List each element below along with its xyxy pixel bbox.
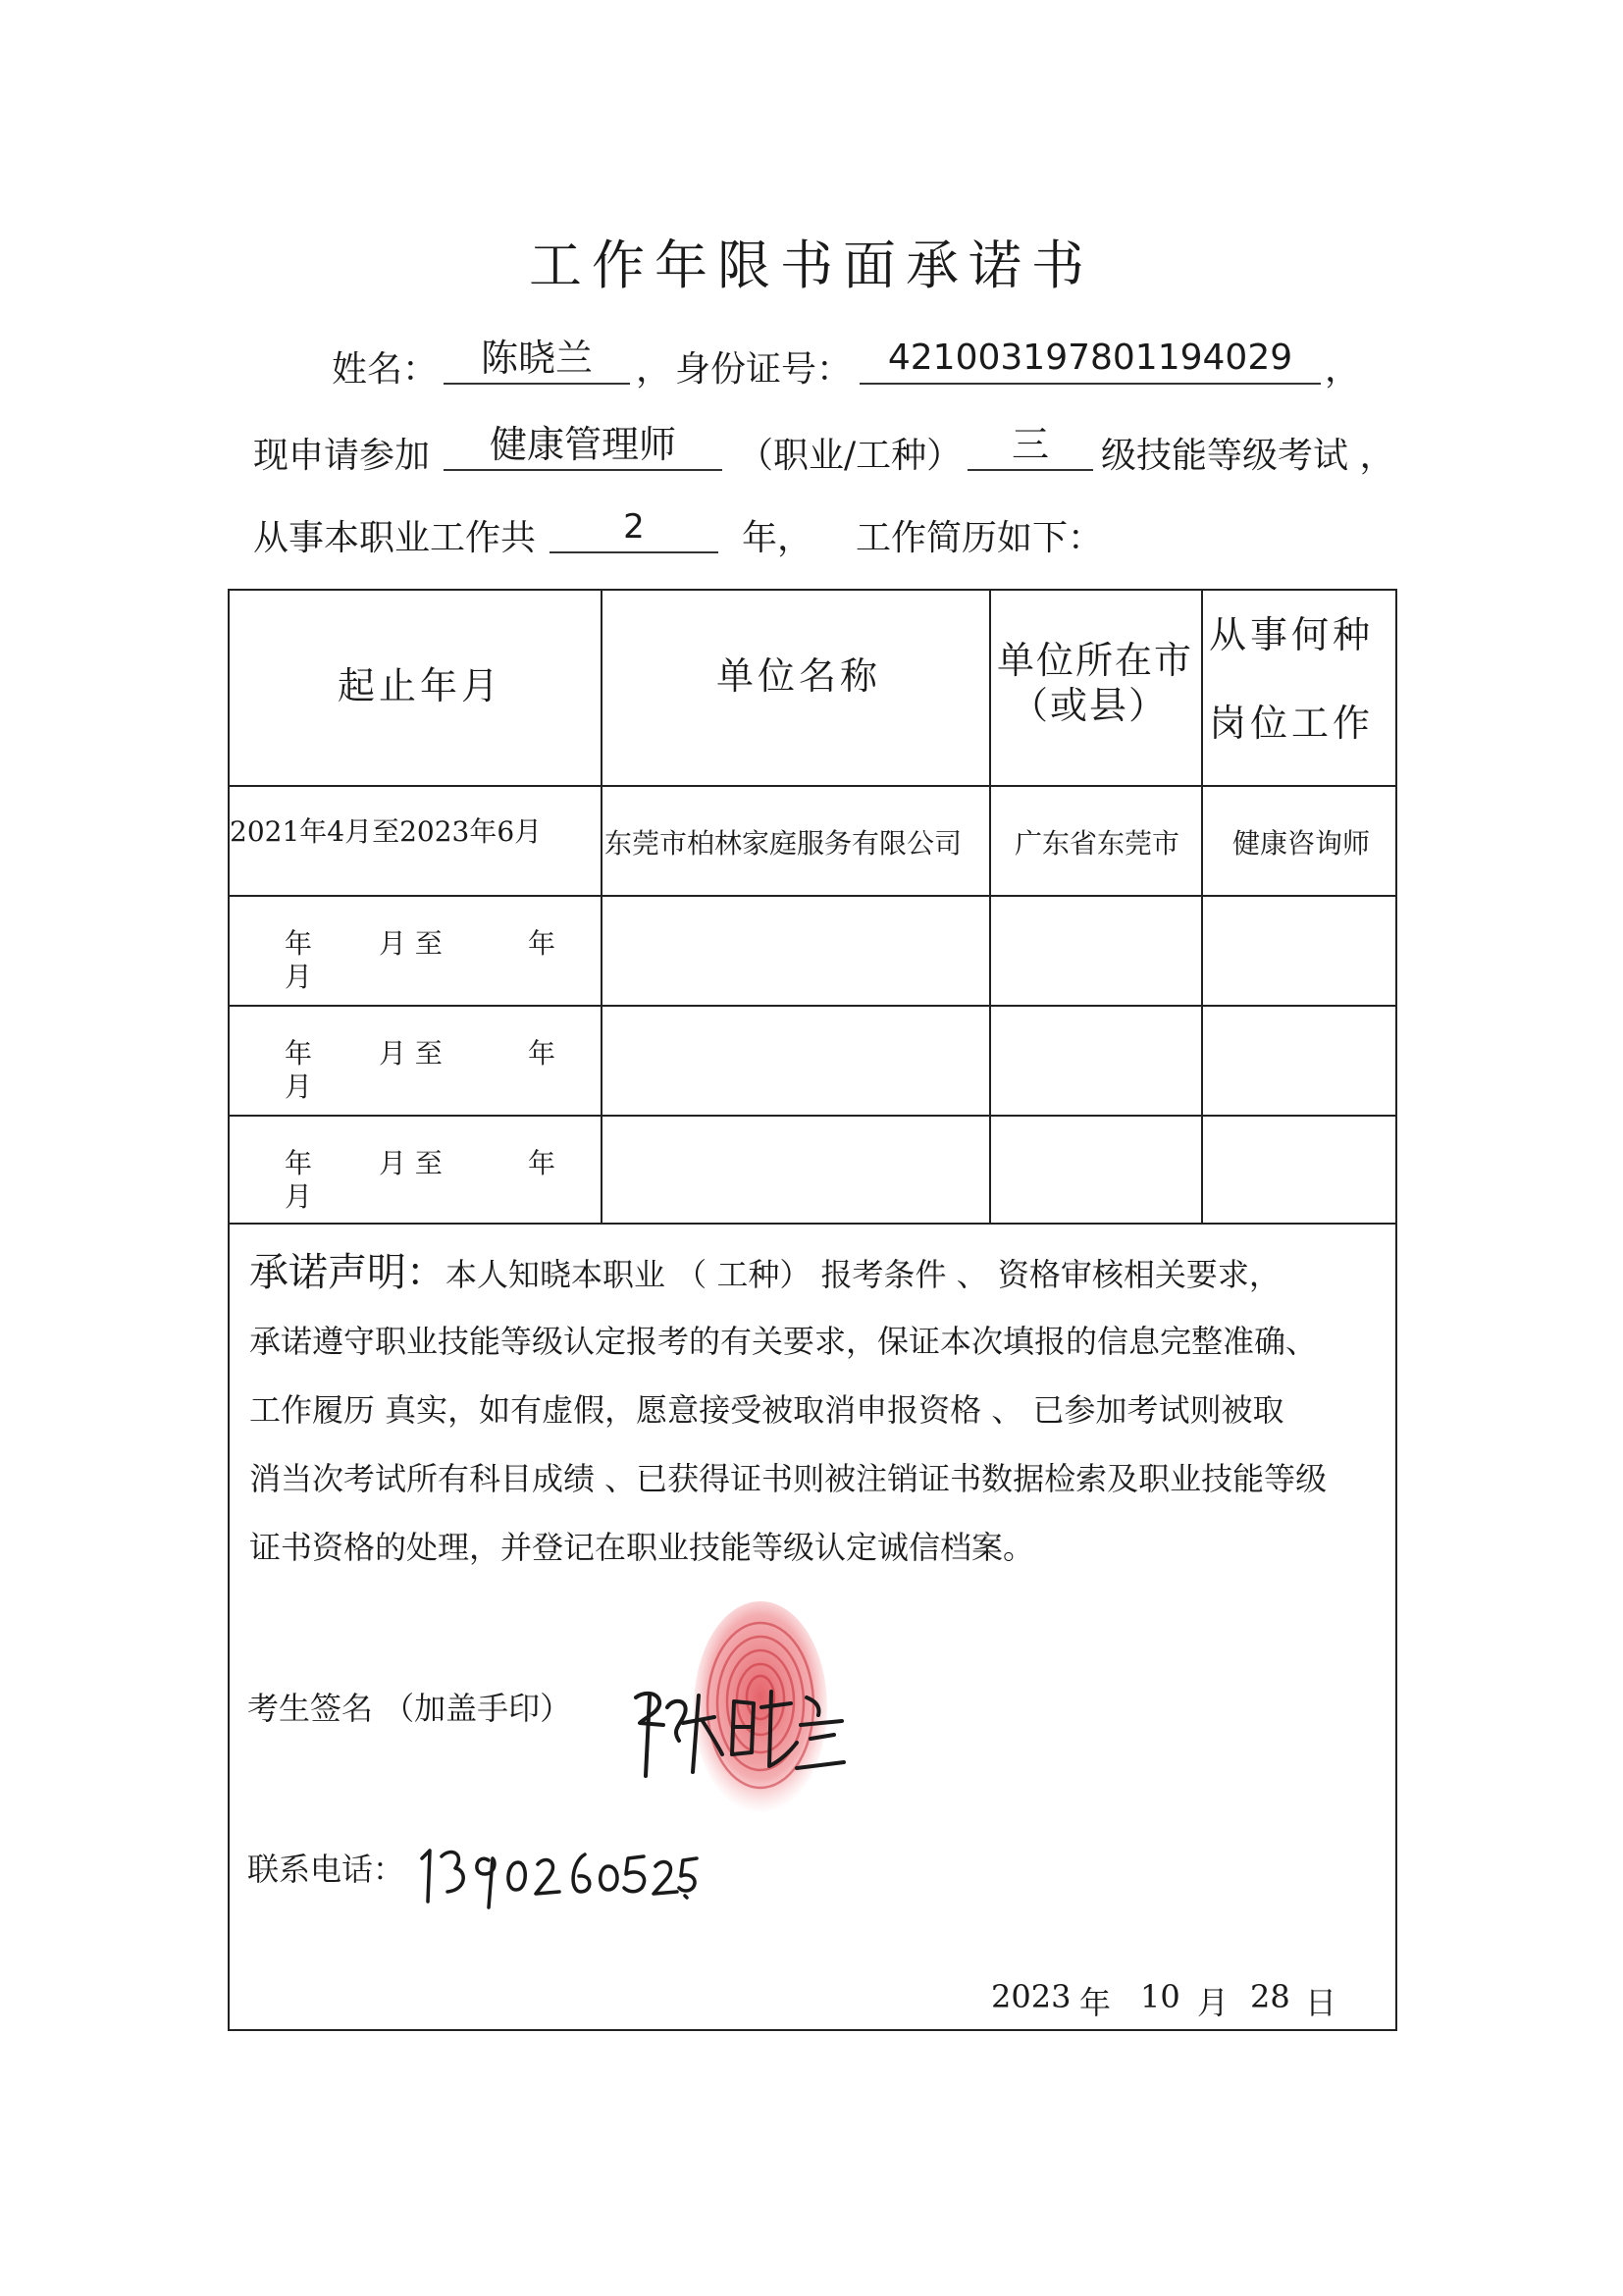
declaration-line2: 承诺遵守职业技能等级认定报考的有关要求，保证本次填报的信息完整准确、 <box>249 1323 1318 1360</box>
apply-suffix: 级技能等级考试 ， <box>1101 436 1395 476</box>
col-divider <box>989 591 991 1225</box>
occupation-field: 健康管理师 <box>444 422 722 471</box>
date-day-unit: 日 <box>1305 1984 1337 2021</box>
date-year: 2023 <box>991 1978 1072 2015</box>
handwritten-signature <box>624 1678 850 1786</box>
row1-position: 健康咨询师 <box>1232 827 1371 860</box>
years-field: 2 <box>550 504 718 553</box>
date-day: 28 <box>1250 1978 1290 2015</box>
header-location-line1: 单位所在市 <box>997 639 1194 682</box>
declaration-text-1: 本人知晓本职业 （ 工种） 报考条件 、 资格审核相关要求， <box>445 1256 1281 1293</box>
row4-month-end: 月 <box>285 1180 313 1213</box>
col-divider <box>1201 591 1203 1225</box>
handwritten-phone <box>416 1833 701 1911</box>
header-position-line2: 岗位工作 <box>1209 702 1375 745</box>
declaration-line1 <box>249 1238 1387 1309</box>
line-end-comma: ， <box>1325 349 1361 390</box>
header-unit: 单位名称 <box>716 654 882 698</box>
resume-intro: 工作简历如下： <box>856 518 1104 558</box>
row1-period: 2021年4月至2023年6月 <box>230 815 543 848</box>
row3-year-end: 年 <box>528 1037 556 1070</box>
declaration-line5: 证书资格的处理，并登记在职业技能等级认定诚信档案。 <box>249 1529 1035 1566</box>
declaration-heading: 承诺声明： <box>249 1250 445 1295</box>
row3-year-start: 年 <box>285 1037 313 1070</box>
row2-month-end: 月 <box>285 961 313 993</box>
row4-year-start: 年 <box>285 1147 313 1179</box>
contact-label: 联系电话： <box>247 1851 405 1888</box>
id-number-field: 421003197801194029 <box>860 336 1321 385</box>
row-divider <box>230 1223 1395 1225</box>
years-prefix: 从事本职业工作共 <box>253 518 537 558</box>
row1-location: 广东省东莞市 <box>1015 827 1180 860</box>
row-divider <box>230 785 1395 787</box>
row2-month-to: 月 至 <box>379 927 443 960</box>
date-year-unit: 年 <box>1079 1984 1112 2021</box>
id-label: 身份证号： <box>675 349 853 390</box>
apply-prefix: 现申请参加 <box>253 436 431 476</box>
col-divider <box>601 591 602 1225</box>
page-title: 工作年限书面承诺书 <box>529 235 1094 296</box>
name-label: 姓名： <box>332 349 439 390</box>
years-suffix: 年， <box>742 518 813 558</box>
row2-year-start: 年 <box>285 927 313 960</box>
signature-label: 考生签名 （加盖手印） <box>247 1690 572 1727</box>
row4-month-to: 月 至 <box>379 1147 443 1179</box>
declaration-line3: 工作履历 真实，如有虚假，愿意接受被取消申报资格 、 已参加考试则被取 <box>249 1391 1284 1429</box>
separator-comma: ， <box>636 349 672 390</box>
row-divider <box>230 895 1395 897</box>
row2-year-end: 年 <box>528 927 556 960</box>
level-field: 三 <box>968 422 1093 471</box>
header-period: 起止年月 <box>338 664 503 707</box>
declaration-line4: 消当次考试所有科目成绩 、已获得证书则被注销证书数据检索及职业技能等级 <box>249 1460 1328 1497</box>
header-location-line2: （或县） <box>1011 684 1169 727</box>
date-month: 10 <box>1140 1978 1180 2015</box>
header-position-line1: 从事何种 <box>1209 613 1375 656</box>
row3-month-end: 月 <box>285 1070 313 1103</box>
date-month-unit: 月 <box>1197 1984 1230 2021</box>
row-divider <box>230 1115 1395 1117</box>
row-divider <box>230 1005 1395 1007</box>
row4-year-end: 年 <box>528 1147 556 1179</box>
row3-month-to: 月 至 <box>379 1037 443 1070</box>
row1-unit: 东莞市柏林家庭服务有限公司 <box>604 827 963 860</box>
name-field: 陈晓兰 <box>444 336 630 385</box>
occupation-note: （职业/工种） <box>738 436 963 476</box>
